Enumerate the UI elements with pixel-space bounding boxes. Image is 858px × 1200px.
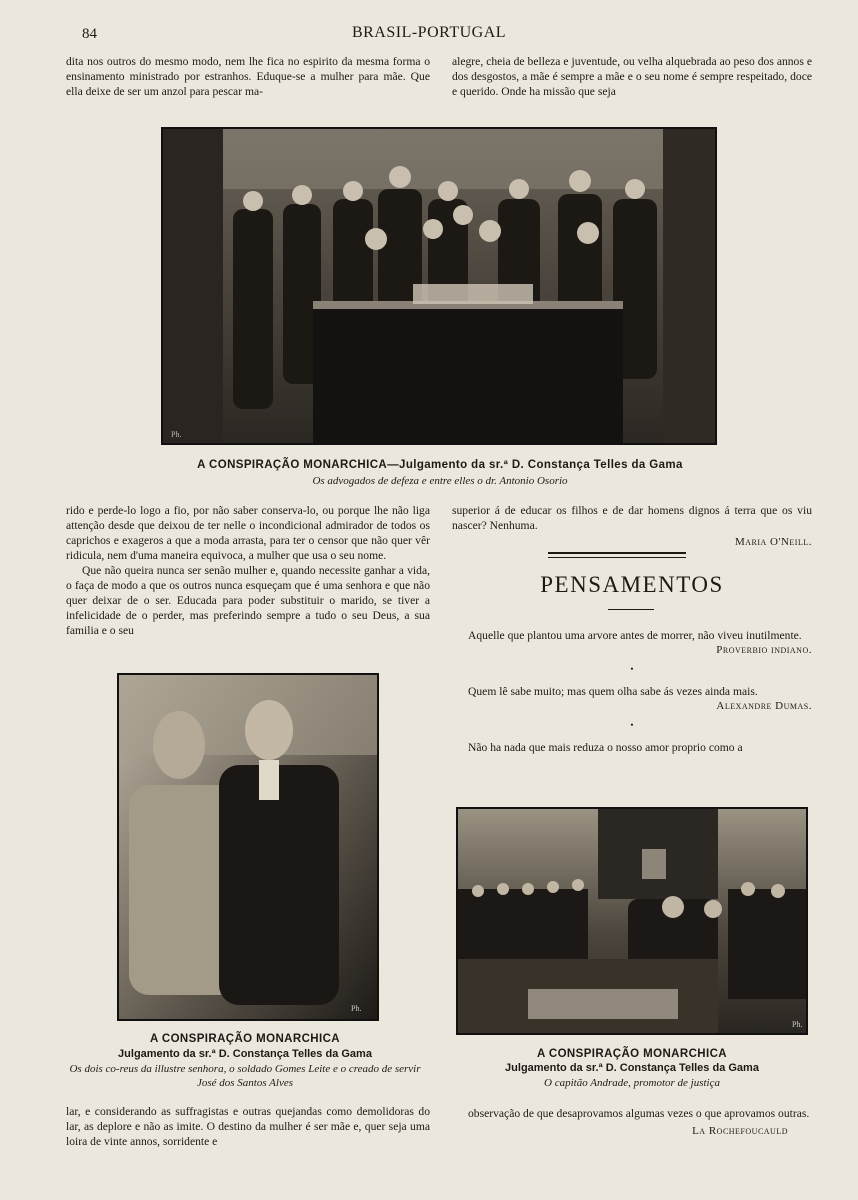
pensamentos-underline <box>608 609 654 610</box>
bottom-left-paragraph <box>66 1104 430 1149</box>
star-divider-2: • <box>630 720 634 730</box>
photo2-caption-italic: Os dois co-reus da illustre senhora, o soldado Gomes Leite e o creado de servir José dos Santos Alves <box>69 1063 421 1089</box>
photo1-caption-italic: Os advogados de defeza e entre elles o dr. Antonio Osorio <box>312 475 568 487</box>
photo-prosecutor-image <box>458 809 806 1033</box>
svg-text:Ph.: Ph. <box>792 1020 803 1029</box>
la-rochefoucauld-author: La Rochefoucauld <box>692 1125 788 1137</box>
svg-text:Ph.: Ph. <box>171 430 182 439</box>
photo3-caption-title: A CONSPIRAÇÃO MONARCHICA <box>537 1048 727 1060</box>
maria-oneill-signature: Maria O'Neill. <box>734 536 812 548</box>
pensamentos-list <box>452 628 812 755</box>
middle-left-paragraph-1: rido e perde-lo logo a fio, por não saber conserva-lo, ou porque lhe não liga attenção desde que deixou de ter nelle o incondicional admirador de todos os caprichos e exageros a que a moda arrasta, para ter o censor que não quer vêr ridicula, nem d'uma maneira equivoca, a mulher que usa o seu nome. <box>66 504 430 562</box>
top-right-paragraph <box>452 54 812 99</box>
photo-defense-lawyers <box>161 127 717 445</box>
photo-defense-lawyers-image <box>163 129 715 443</box>
photo3-caption-italic: O capitão Andrade, promotor de justiça <box>544 1077 720 1089</box>
magazine-title: BRASIL-PORTUGAL <box>351 24 507 41</box>
photo3-caption-sub: Julgamento da sr.ª D. Constança Telles da Gama <box>505 1062 759 1074</box>
pensamentos-heading: PENSAMENTOS <box>540 572 724 597</box>
middle-right-column <box>452 503 812 550</box>
bottom-right-text: observação de que desaprovamos algumas vezes o que aprovamos outras. <box>468 1107 810 1120</box>
middle-right-paragraph: superior á de educar os filhos e de dar homens dignos á terra que os viu nascer? Nenhuma. <box>452 504 812 532</box>
separator-rule-thin <box>548 557 686 558</box>
bottom-right-paragraph <box>452 1106 812 1139</box>
page-number: 84 <box>82 26 97 42</box>
photo2-caption-title: A CONSPIRAÇÃO MONARCHICA <box>150 1033 340 1045</box>
top-left-paragraph <box>66 54 430 99</box>
bottom-left-text: lar, e considerando as suffragistas e outras quejandas como demolidoras do lar, as deplore e não as imite. O destino da mulher é ser mãe e, quer seja uma loira de vinte annos, sorridente e <box>66 1105 430 1148</box>
middle-left-paragraph-2: Que não queira nunca ser senão mulher e, quando necessite ganhar a vida, o faça de modo a que os outros nunca esqueçam que é uma senhora e que não quer deixar de o ser. Educada para poder substituir o marido, se tiver a infelicidade de o perder, mas preferindo sempre a tudo o seu Deus, a sua familia e o seu <box>66 564 430 637</box>
svg-text:Ph.: Ph. <box>351 1004 362 1013</box>
photo1-caption-title: A CONSPIRAÇÃO MONARCHICA—Julgamento da sr.ª D. Constança Telles da Gama <box>197 459 683 471</box>
photo-co-defendants-image <box>119 675 377 1019</box>
top-right-text: alegre, cheia de belleza e juventude, ou velha alquebrada ao peso dos annos e dos desgostos, a mãe é sempre a mãe e o seu nome é sempre respeitado, doce e querido. Onde ha missão que seja <box>452 55 812 98</box>
photo-prosecutor <box>456 807 808 1035</box>
top-left-text: dita nos outros do mesmo modo, nem lhe fica no espirito da mesma forma o ensinamento ministrado por estranhos. Eduque-se a mulher para mãe. Que ella deixe de ser um anzol para pescar ma- <box>66 55 430 98</box>
pensamento-2-text: Quem lê sabe muito; mas quem olha sabe ás vezes ainda mais. <box>468 685 758 698</box>
photo-co-defendants <box>117 673 379 1021</box>
middle-left-column <box>66 503 430 638</box>
pensamento-2-author: Alexandre Dumas. <box>716 700 812 712</box>
pensamento-1-text: Aquelle que plantou uma arvore antes de morrer, não viveu inutilmente. <box>468 629 802 642</box>
pensamento-1-author: Proverbio indiano. <box>716 644 812 656</box>
pensamento-3-text: Não ha nada que mais reduza o nosso amor proprio como a <box>468 741 743 754</box>
star-divider-1: • <box>630 664 634 674</box>
separator-rule-thick <box>548 552 686 554</box>
photo2-caption-sub: Julgamento da sr.ª D. Constança Telles da Gama <box>118 1048 372 1060</box>
